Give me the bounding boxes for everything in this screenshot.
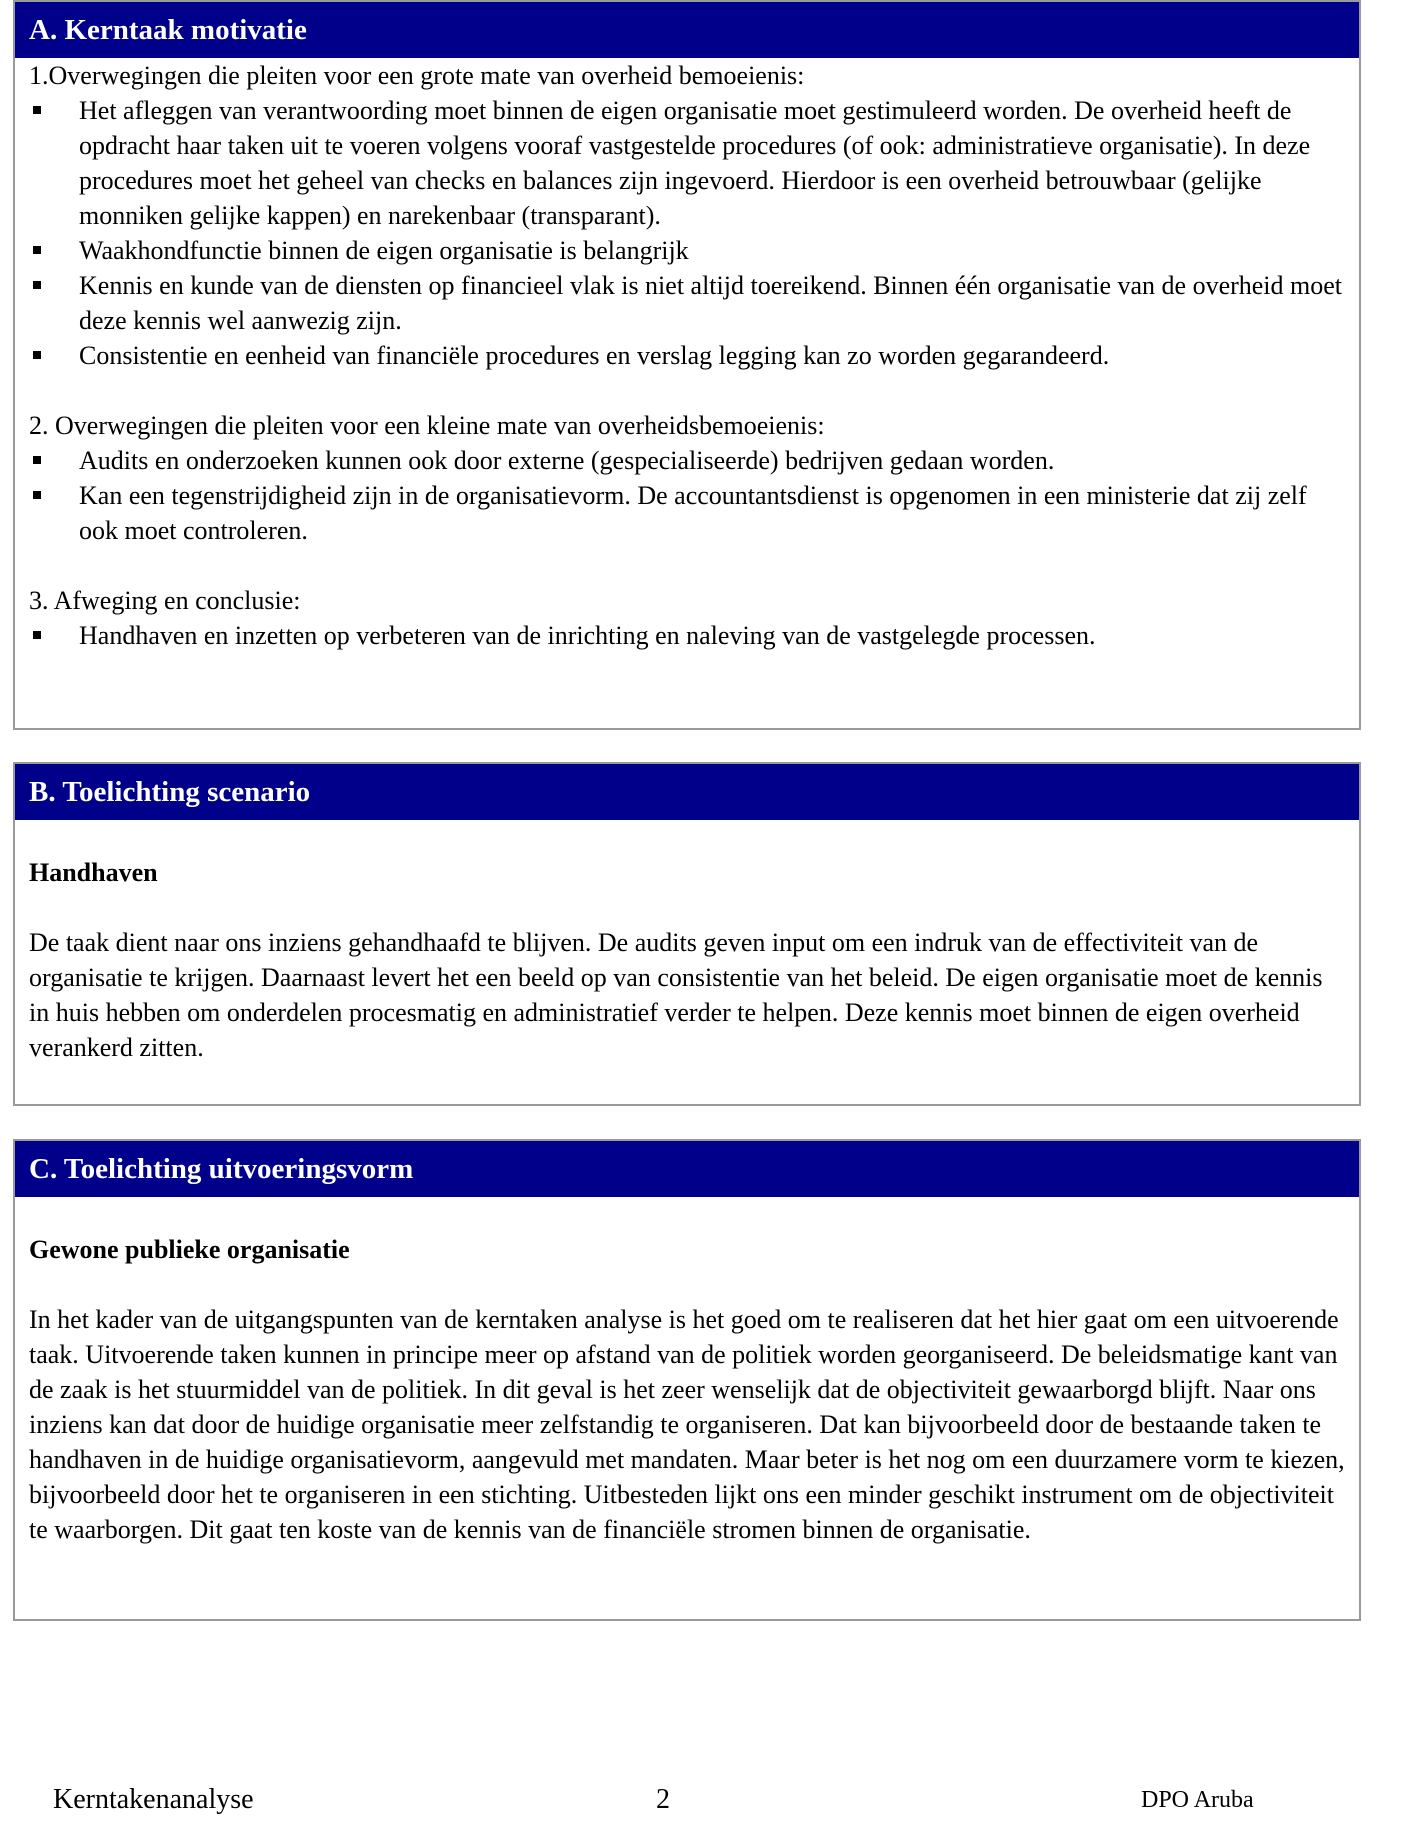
footer-document-title: Kerntakenanalyse [53,1784,254,1815]
footer-organization: DPO Aruba [1141,1787,1254,1813]
square-bullet-icon [33,246,41,254]
list-item [29,443,1345,478]
square-bullet-icon [33,491,41,499]
list-item-text: Het afleggen van verantwoording moet binnen de eigen organisatie moet gestimuleerd worden. De overheid heeft de opdracht haar taken uit te voeren volgens vooraf vastgestelde procedures (of ook: administratieve organisatie). In deze procedures moet het geheel van checks en balances zijn ingevoerd. Hierdoor is een overheid betrouwbaar (gelijke monniken gelijke kappen) en narekenbaar (transparant). [79,96,1311,230]
footer-page-number: 2 [656,1784,670,1815]
list-item [29,338,1345,373]
list-item [29,618,1345,653]
section-toelichting-uitvoeringsvorm [13,1139,1361,1621]
group1-list [29,93,1345,373]
section-c-paragraph: In het kader van de uitgangspunten van de kerntaken analyse is het goed om te realiseren dat het hier gaat om een uitvoerende taak. Uitvoerende taken kunnen in principe meer op afstand van de politiek worden georganiseerd. De beleidsmatige kant van de zaak is het stuurmiddel van de politiek. In dit geval is het zeer wenselijk dat de objectiviteit gewaarborgd blijft. Naar ons inziens kan dat door de huidige organisatie meer zelfstandig te organiseren. Dat kan bijvoorbeeld door de bestaande taken te handhaven in de huidige organisatievorm, aangevuld met mandaten. Maar beter is het nog om een duurzamere vorm te kiezen, bijvoorbeeld door het te organiseren in een stichting. Uitbesteden lijkt ons een minder geschikt instrument om de objectiviteit te waarborgen. Dit gaat ten koste van de kennis van de financiële stromen binnen de organisatie. [29,1305,1345,1544]
square-bullet-icon [33,106,41,114]
group3-list [29,618,1345,653]
section-b-title: B. Toelichting scenario [15,764,1359,820]
group2-list [29,443,1345,548]
section-c-title: C. Toelichting uitvoeringsvorm [15,1141,1359,1197]
spacer [29,548,1345,583]
group1-heading: 1.Overwegingen die pleiten voor een grote mate van overheid bemoeienis: [29,61,805,90]
spacer [29,890,1345,925]
section-b-subheading: Handhaven [29,858,158,887]
section-b-body [15,820,1359,1065]
group3-heading: 3. Afweging en conclusie: [29,586,301,615]
square-bullet-icon [33,456,41,464]
section-a-body [15,58,1359,653]
section-c-subheading: Gewone publieke organisatie [29,1235,350,1264]
square-bullet-icon [33,281,41,289]
square-bullet-icon [33,351,41,359]
spacer [29,373,1345,408]
list-item [29,478,1345,548]
list-item-text: Handhaven en inzetten op verbeteren van de inrichting en naleving van de vastgelegde processen. [79,621,1096,650]
spacer [29,820,1345,855]
square-bullet-icon [33,631,41,639]
spacer [29,1197,1345,1232]
section-kerntaak-motivatie [13,0,1361,730]
list-item [29,233,1345,268]
section-b-paragraph: De taak dient naar ons inziens gehandhaafd te blijven. De audits geven input om een indruk van de effectiviteit van de organisatie te krijgen. Daarnaast levert het een beeld op van consistentie van het beleid. De eigen organisatie moet de kennis in huis hebben om onderdelen procesmatig en administratief verder te helpen. Deze kennis moet binnen de eigen overheid verankerd zitten. [29,928,1323,1062]
section-a-title: A. Kerntaak motivatie [15,2,1359,58]
list-item-text: Waakhondfunctie binnen de eigen organisatie is belangrijk [79,236,689,265]
group2-heading: 2. Overwegingen die pleiten voor een kleine mate van overheidsbemoeienis: [29,411,825,440]
list-item-text: Kan een tegenstrijdigheid zijn in de organisatievorm. De accountantsdienst is opgenomen in een ministerie dat zij zelf ook moet controleren. [79,481,1307,545]
list-item-text: Audits en onderzoeken kunnen ook door externe (gespecialiseerde) bedrijven gedaan worden. [79,446,1055,475]
list-item-text: Consistentie en eenheid van financiële procedures en verslag legging kan zo worden gegarandeerd. [79,341,1110,370]
section-toelichting-scenario [13,762,1361,1106]
list-item [29,93,1345,233]
list-item [29,268,1345,338]
list-item-text: Kennis en kunde van de diensten op financieel vlak is niet altijd toereikend. Binnen één organisatie van de overheid moet deze kennis wel aanwezig zijn. [79,271,1343,335]
spacer [29,1267,1345,1302]
section-c-body [15,1197,1359,1547]
